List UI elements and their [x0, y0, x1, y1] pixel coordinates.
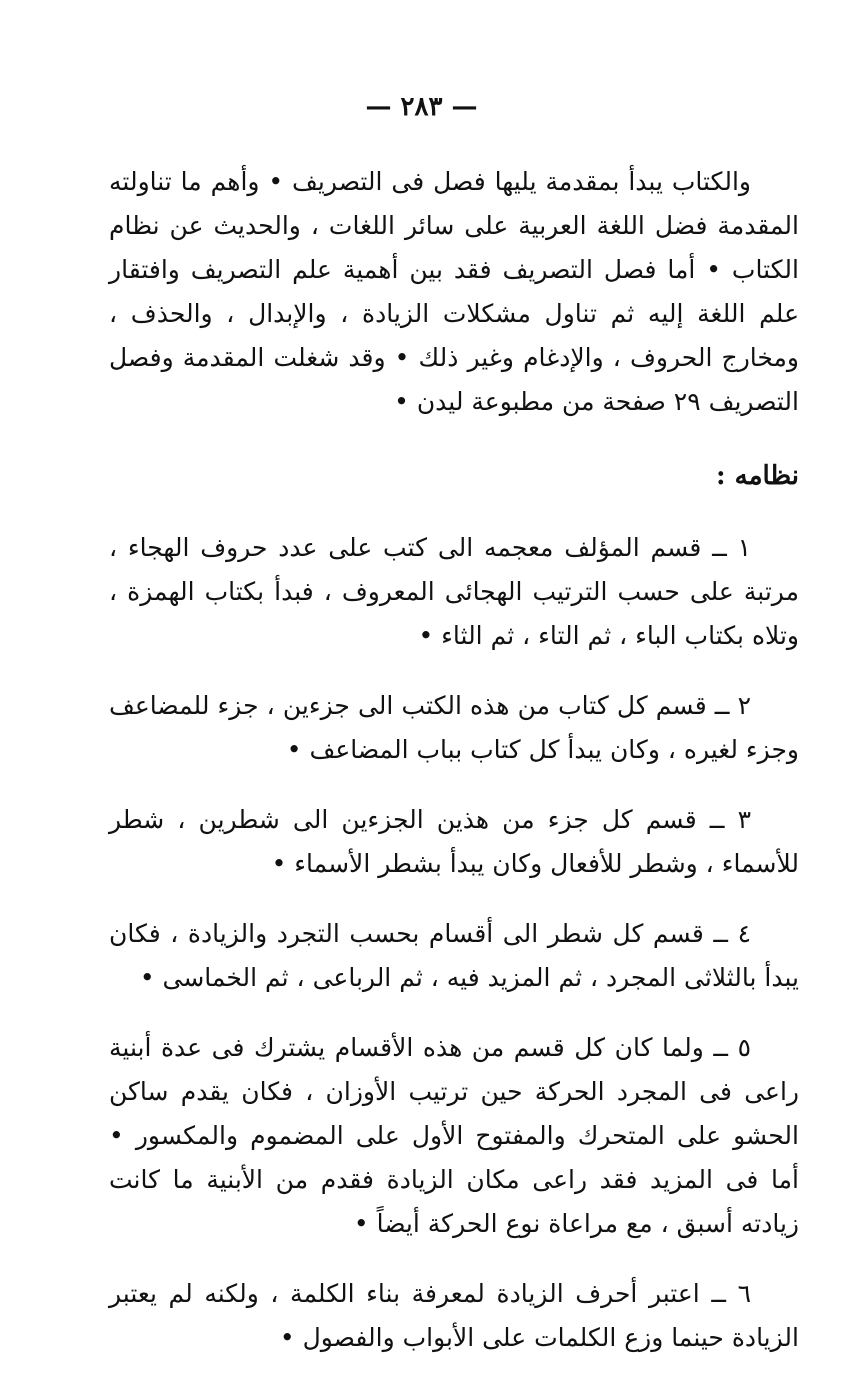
page-body [109, 160, 799, 1386]
list-item: ٦ ــ اعتبر أحرف الزيادة لمعرفة بناء الكلمة ، ولكنه لم يعتبر الزيادة حينما وزع الكلمات على الأبواب والفصول • [109, 1279, 799, 1352]
list-item: ٢ ــ قسم كل كتاب من هذه الكتب الى جزءين ، جزء للمضاعف وجزء لغيره ، وكان يبدأ كل كتاب بباب المضاعف • [109, 691, 799, 764]
list-item: ٤ ــ قسم كل شطر الى أقسام بحسب التجرد والزيادة ، فكان يبدأ بالثلاثى المجرد ، ثم المزيد فيه ، ثم الرباعى ، ثم الخماسى • [109, 919, 799, 992]
page-number: — ٢٨٣ — [365, 92, 478, 122]
list-item: ٥ ــ ولما كان كل قسم من هذه الأقسام يشترك فى عدة أبنية راعى فى المجرد الحركة حين ترتيب الأوزان ، فكان يقدم ساكن الحشو على المتحرك والمفتوح الأول على المضموم والمكسور • أما فى المزيد فقد راعى مكان الزيادة فقدم من الأبنية ما كانت زيادته أسبق ، مع مراعاة نوع الحركة أيضاً • [109, 1033, 799, 1238]
intro-paragraph: والكتاب يبدأ بمقدمة يليها فصل فى التصريف • وأهم ما تناولته المقدمة فضل اللغة العربية على سائر اللغات ، والحديث عن نظام الكتاب • أما فصل التصريف فقد بين أهمية علم التصريف وافتقار علم اللغة إليه ثم تناول مشكلات الزيادة ، والإبدال ، والحذف ، ومخارج الحروف ، والإدغام وغير ذلك • وقد شغلت المقدمة وفصل التصريف ٢٩ صفحة من مطبوعة ليدن • [109, 167, 799, 416]
section-heading: نظامه : [715, 461, 799, 491]
list-item: ٣ ــ قسم كل جزء من هذين الجزءين الى شطرين ، شطر للأسماء ، وشطر للأفعال وكان يبدأ بشطر الأسماء • [109, 805, 799, 878]
list-item: ١ ــ قسم المؤلف معجمه الى كتب على عدد حروف الهجاء ، مرتبة على حسب الترتيب الهجائى المعروف ، فبدأ بكتاب الهمزة ، وتلاه بكتاب الباء ، ثم التاء ، ثم الثاء • [109, 533, 799, 650]
